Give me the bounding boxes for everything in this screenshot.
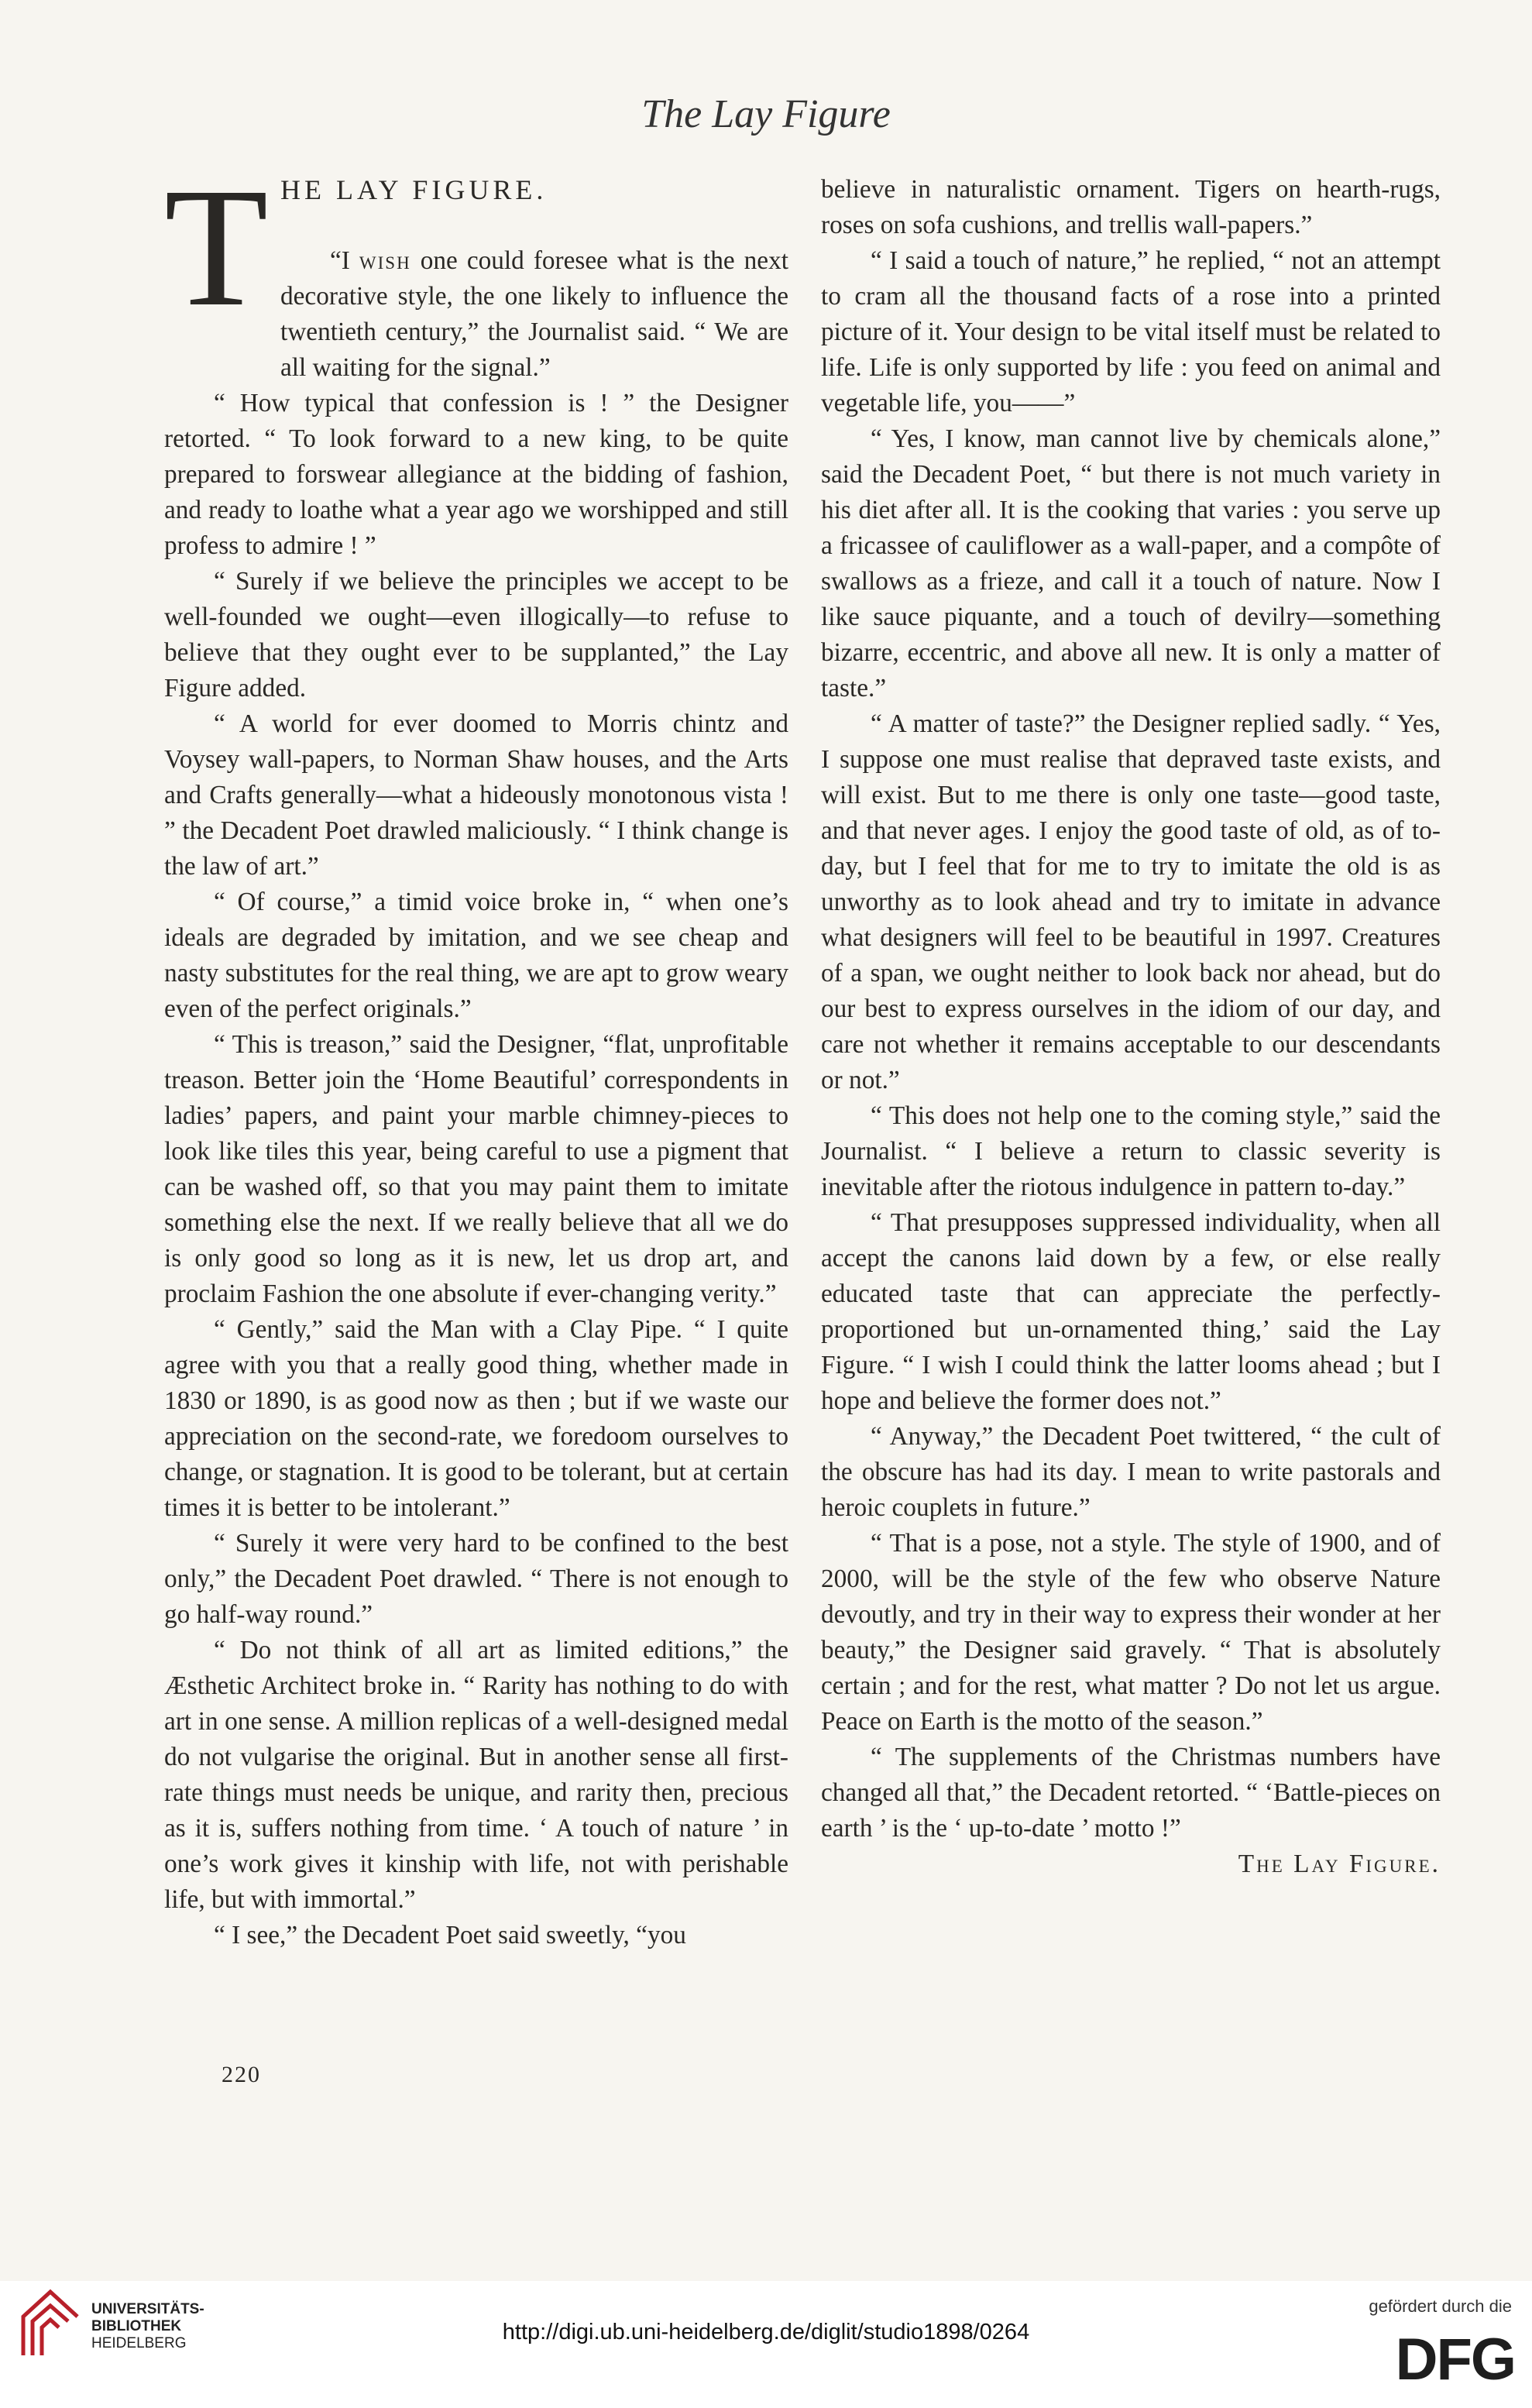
opening-rest: one could foresee what is the next decorative style, the one likely to influence the twentieth century,” the Journalist said. “ We are all waiting for the signal.” bbox=[280, 246, 788, 382]
source-url-link[interactable]: http://digi.ub.uni-heidelberg.de/diglit/studio1898/0264 bbox=[502, 2320, 1030, 2344]
continued-paragraph: believe in naturalistic ornament. Tigers on hearth-rugs, roses on sofa cushions, and trellis wall-papers.” bbox=[821, 175, 1441, 239]
institution-line: HEIDELBERG bbox=[91, 2335, 187, 2351]
paragraph: “ Gently,” said the Man with a Clay Pipe. “ I quite agree with you that a really good thing, whether made in 1830 or 1890, is as good now as then ; but if we waste our appreciation on the second-rate, we foredoom ourselves to change, or stagnation. It is good to be tolerant, but at certain times it is better to be intolerant.” bbox=[164, 1315, 788, 1522]
dfg-logo: DFG bbox=[1395, 2327, 1515, 2393]
paragraph: “ Anyway,” the Decadent Poet twittered, “ the cult of the obscure has had its day. I mean to write pastorals and heroic couplets in future.” bbox=[821, 1422, 1441, 1522]
signature: The Lay Figure. bbox=[1238, 1850, 1441, 1878]
running-head: The Lay Figure bbox=[641, 92, 891, 136]
paragraph: “ How typical that confession is ! ” the Designer retorted. “ To look forward to a new king, to be quite prepared to forswear allegiance at the bidding of fashion, and ready to loathe what a year ago we worshipped and still profess to admire ! ” bbox=[164, 389, 788, 560]
paragraph: “ Do not think of all art as limited editions,” the Æsthetic Architect broke in. “ Rarity has nothing to do with art in one sense. A million replicas of a well-designed medal do not vulgarise the original. But in another sense all first-rate things must needs be unique, and rarity then, precious as it is, suffers nothing from time. ‘ A touch of nature ’ in one’s work gives it kinship with life, not with perishable life, but with immortal.” bbox=[164, 1636, 788, 1914]
paragraph: “ Surely it were very hard to be confined to the best only,” the Decadent Poet drawled. “ There is not enough to go half-way round.” bbox=[164, 1529, 788, 1629]
funding-label: gefördert durch die bbox=[1369, 2296, 1512, 2316]
paragraph: “ The supplements of the Christmas numbers have changed all that,” the Decadent retorted. “ ‘Battle-pieces on earth ’ is the ‘ up-to-date ’ motto !” bbox=[821, 1743, 1441, 1843]
paragraph: “ A matter of taste?” the Designer replied sadly. “ Yes, I suppose one must realise that depraved taste exists, and will exist. But to me there is only one taste—good taste, and that never ages. I enjoy the good taste of old, as of to-day, but I feel that for me to try to imitate the old is as unworthy as to look ahead and try to imitate in advance what designers will feel to be beautiful in 1997. Creatures of a span, we ought neither to look back nor ahead, but do our best to express ourselves in the idiom of our day, and care not whether it remains acceptable to our descendants or not.” bbox=[821, 709, 1441, 1094]
paragraph: “ Of course,” a timid voice broke in, “ when one’s ideals are degraded by imitation, and we see cheap and nasty substitutes for the real thing, we are apt to grow weary even of the perfect originals.” bbox=[164, 888, 788, 1023]
right-column bbox=[821, 172, 1441, 1882]
paragraph: “ That presupposes suppressed individuality, when all accept the canons laid down by a few, or else really educated taste that can appreciate the perfectly-proportioned but un-ornamented thing,’ said the Lay Figure. “ I wish I could think the latter looms ahead ; but I hope and believe the former does not.” bbox=[821, 1208, 1441, 1415]
digitization-footer bbox=[0, 2281, 1532, 2408]
article-headline: HE LAY FIGURE. bbox=[280, 174, 548, 205]
paragraph: “ That is a pose, not a style. The style of 1900, and of 2000, will be the style of the few who observe Nature devoutly, and try in their way to express their wonder at her beauty,” the Designer said gravely. “ That is absolutely certain ; and for the rest, what matter ? Do not let us argue. Peace on Earth is the motto of the season.” bbox=[821, 1529, 1441, 1736]
institution-line: BIBLIOTHEK bbox=[91, 2318, 182, 2334]
page-number: 220 bbox=[222, 2062, 261, 2087]
left-column bbox=[164, 153, 788, 1953]
paragraph: “ I said a touch of nature,” he replied, “ not an attempt to cram all the thousand facts of a rose into a printed picture of it. Your design to be vital itself must be related to life. Life is only supported by life : you feed on animal and vegetable life, you——” bbox=[821, 246, 1441, 417]
paragraph: “ This does not help one to the coming style,” said the Journalist. “ I believe a return to classic severity is inevitable after the riotous indulgence in pattern to-day.” bbox=[821, 1101, 1441, 1201]
institution-line: UNIVERSITÄTS- bbox=[91, 2301, 204, 2317]
paragraph: “ Surely if we believe the principles we accept to be well-founded we ought—even illogically—to refuse to believe that they ought ever to be supplanted,” the Lay Figure added. bbox=[164, 567, 788, 702]
drop-cap: T bbox=[164, 153, 269, 342]
opening-lead: “I bbox=[330, 246, 359, 275]
paragraph: “ This is treason,” said the Designer, “flat, unprofitable treason. Better join the ‘Home Beautiful’ correspondents in ladies’ papers, and paint your marble chimney-pieces to look like tiles this year, being careful to use a pigment that can be washed off, so that you may paint them to imitate something else the next. If we really believe that all we do is only good so long as it is new, let us drop art, and proclaim Fashion the one absolute if ever-changing verity.” bbox=[164, 1030, 788, 1308]
paragraph: “ I see,” the Decadent Poet said sweetly, “you bbox=[214, 1921, 686, 1949]
paragraph: “ Yes, I know, man cannot live by chemicals alone,” said the Decadent Poet, “ but there is not much variety in his diet after all. It is the cooking that varies : you serve up a fricassee of cauliflower as a wall-paper, and a compôte of swallows as a frieze, and call it a touch of nature. Now I like sauce piquante, and a touch of devilry—something bizarre, eccentric, and above all new. It is only a matter of taste.” bbox=[821, 424, 1441, 702]
opening-small-caps: wish bbox=[359, 246, 411, 275]
paragraph: “ A world for ever doomed to Morris chintz and Voysey wall-papers, to Norman Shaw houses, and the Arts and Crafts generally—what a hideously monotonous vista ! ” the Decadent Poet drawled maliciously. “ I think change is the law of art.” bbox=[164, 709, 788, 881]
